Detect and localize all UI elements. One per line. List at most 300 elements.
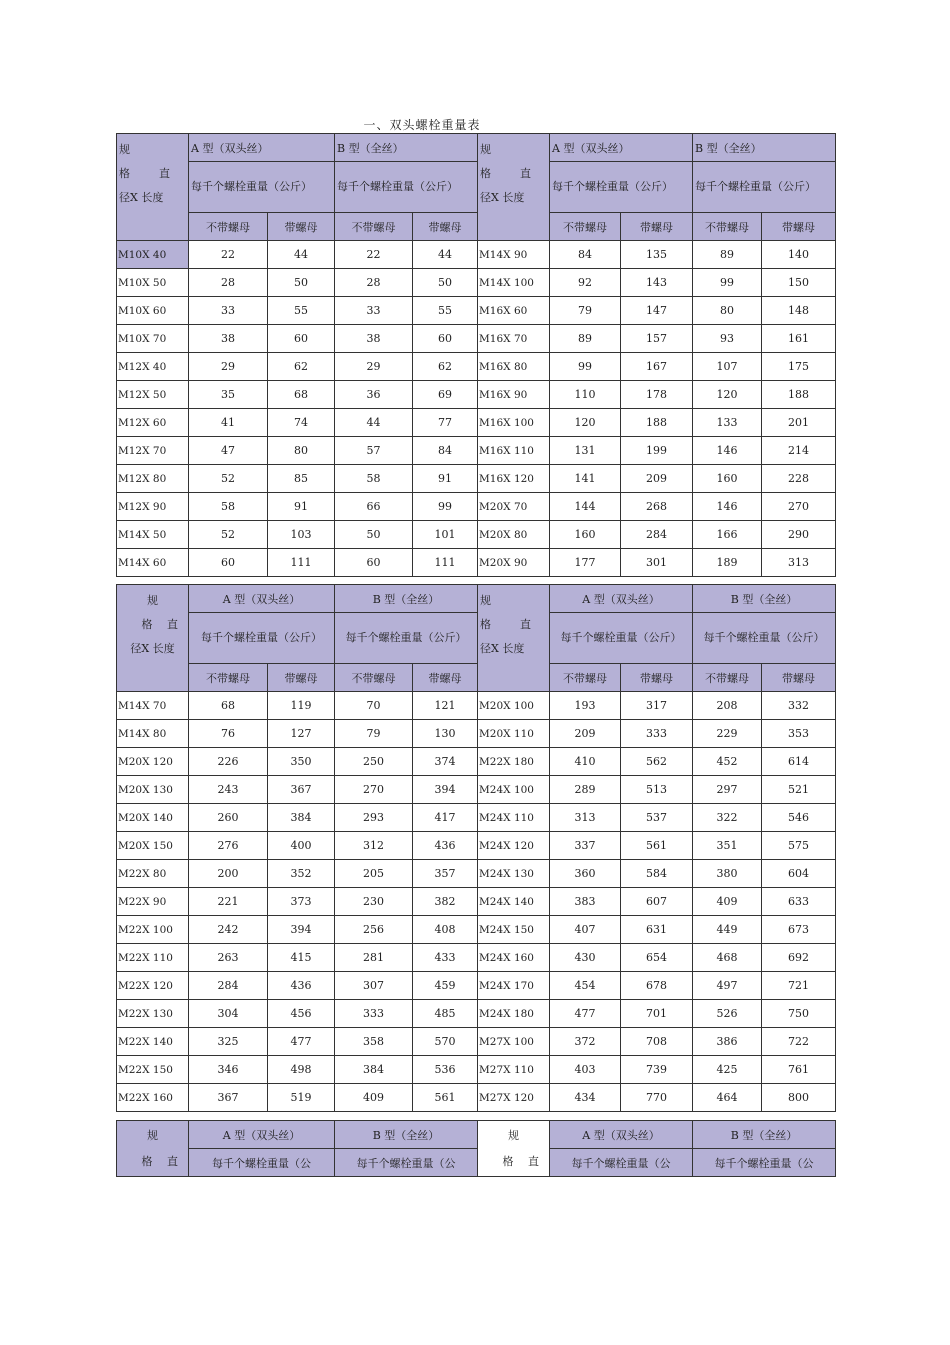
weight-cell: 449 <box>693 916 762 944</box>
weight-cell: 38 <box>335 325 413 353</box>
weight-cell: 384 <box>335 1056 413 1084</box>
weight-cell: 350 <box>268 748 335 776</box>
weight-cell: 28 <box>189 269 268 297</box>
weight-cell: 678 <box>621 972 693 1000</box>
weight-cell: 333 <box>335 1000 413 1028</box>
table-row <box>117 860 836 888</box>
weight-cell: 333 <box>621 720 693 748</box>
weight-cell: 55 <box>413 297 478 325</box>
weight-cell: 205 <box>335 860 413 888</box>
weight-cell: 200 <box>189 860 268 888</box>
weight-cell: 79 <box>550 297 621 325</box>
weight-cell: 307 <box>335 972 413 1000</box>
weight-cell: 89 <box>693 241 762 269</box>
table-row <box>117 916 836 944</box>
weight-cell: 464 <box>693 1084 762 1112</box>
spec-cell: M20X 90 <box>478 549 550 577</box>
weight-cell: 92 <box>550 269 621 297</box>
weight-cell: 52 <box>189 521 268 549</box>
spec-cell: M14X 60 <box>117 549 189 577</box>
weight-cell: 276 <box>189 832 268 860</box>
weight-cell: 800 <box>762 1084 836 1112</box>
weight-cell: 44 <box>268 241 335 269</box>
weight-cell: 372 <box>550 1028 621 1056</box>
weight-cell: 750 <box>762 1000 836 1028</box>
spec-cell: M24X 150 <box>478 916 550 944</box>
no-nut-header: 不带螺母 <box>693 213 762 241</box>
weight-cell: 394 <box>268 916 335 944</box>
weight-cell: 721 <box>762 972 836 1000</box>
weight-cell: 386 <box>693 1028 762 1056</box>
weight-cell: 415 <box>268 944 335 972</box>
spec-cell: M20X 100 <box>478 692 550 720</box>
weight-cell: 322 <box>693 804 762 832</box>
weight-cell: 189 <box>693 549 762 577</box>
weight-per-thousand-header: 每千个螺栓重量（公斤） <box>693 162 836 213</box>
weight-cell: 459 <box>413 972 478 1000</box>
spec-cell: M22X 150 <box>117 1056 189 1084</box>
weight-cell: 160 <box>693 465 762 493</box>
spec-cell: M14X 50 <box>117 521 189 549</box>
weight-cell: 150 <box>762 269 836 297</box>
table-row <box>117 832 836 860</box>
weight-cell: 33 <box>189 297 268 325</box>
weight-cell: 85 <box>268 465 335 493</box>
weight-cell: 242 <box>189 916 268 944</box>
weight-cell: 513 <box>621 776 693 804</box>
weight-cell: 519 <box>268 1084 335 1112</box>
weight-table-section-1 <box>116 133 836 577</box>
type-b-header: B 型（全丝） <box>693 1121 836 1149</box>
weight-cell: 177 <box>550 549 621 577</box>
weight-cell: 400 <box>268 832 335 860</box>
weight-cell: 497 <box>693 972 762 1000</box>
with-nut-header: 带螺母 <box>762 213 836 241</box>
table-row <box>117 1056 836 1084</box>
weight-cell: 430 <box>550 944 621 972</box>
weight-cell: 99 <box>550 353 621 381</box>
weight-cell: 157 <box>621 325 693 353</box>
weight-cell: 167 <box>621 353 693 381</box>
table-row <box>117 241 836 269</box>
weight-cell: 562 <box>621 748 693 776</box>
table-row <box>117 776 836 804</box>
spec-cell: M16X 80 <box>478 353 550 381</box>
weight-cell: 84 <box>413 437 478 465</box>
weight-cell: 60 <box>335 549 413 577</box>
weight-cell: 50 <box>413 269 478 297</box>
weight-cell: 485 <box>413 1000 478 1028</box>
weight-per-thousand-header: 每千个螺栓重量（公 <box>693 1149 836 1177</box>
weight-per-thousand-header: 每千个螺栓重量（公 <box>335 1149 478 1177</box>
no-nut-header: 不带螺母 <box>550 213 621 241</box>
no-nut-header: 不带螺母 <box>189 213 268 241</box>
weight-cell: 409 <box>693 888 762 916</box>
weight-cell: 546 <box>762 804 836 832</box>
no-nut-header: 不带螺母 <box>693 664 762 692</box>
weight-cell: 360 <box>550 860 621 888</box>
weight-cell: 166 <box>693 521 762 549</box>
table-row <box>117 353 836 381</box>
weight-cell: 76 <box>189 720 268 748</box>
weight-cell: 22 <box>335 241 413 269</box>
weight-cell: 107 <box>693 353 762 381</box>
weight-cell: 229 <box>693 720 762 748</box>
weight-cell: 141 <box>550 465 621 493</box>
weight-cell: 352 <box>268 860 335 888</box>
weight-cell: 91 <box>268 493 335 521</box>
type-b-header: B 型（全丝） <box>335 1121 478 1149</box>
weight-cell: 127 <box>268 720 335 748</box>
weight-cell: 409 <box>335 1084 413 1112</box>
weight-cell: 120 <box>550 409 621 437</box>
table-row <box>117 1000 836 1028</box>
weight-cell: 454 <box>550 972 621 1000</box>
weight-per-thousand-header: 每千个螺栓重量（公斤） <box>335 162 478 213</box>
weight-cell: 353 <box>762 720 836 748</box>
spec-cell: M10X 70 <box>117 325 189 353</box>
spec-cell: M16X 110 <box>478 437 550 465</box>
spec-column-header: 规 格 直 <box>117 1121 189 1177</box>
weight-cell: 537 <box>621 804 693 832</box>
type-b-header: B 型（全丝） <box>335 134 478 162</box>
weight-cell: 317 <box>621 692 693 720</box>
weight-cell: 357 <box>413 860 478 888</box>
spec-cell: M20X 110 <box>478 720 550 748</box>
spec-cell: M22X 100 <box>117 916 189 944</box>
weight-cell: 304 <box>189 1000 268 1028</box>
weight-cell: 436 <box>268 972 335 1000</box>
with-nut-header: 带螺母 <box>762 664 836 692</box>
weight-cell: 332 <box>762 692 836 720</box>
no-nut-header: 不带螺母 <box>335 664 413 692</box>
spec-cell: M12X 90 <box>117 493 189 521</box>
spec-cell: M22X 160 <box>117 1084 189 1112</box>
table-row <box>117 493 836 521</box>
spec-cell: M22X 130 <box>117 1000 189 1028</box>
weight-cell: 290 <box>762 521 836 549</box>
weight-cell: 452 <box>693 748 762 776</box>
weight-cell: 99 <box>693 269 762 297</box>
table-row <box>117 972 836 1000</box>
weight-cell: 297 <box>693 776 762 804</box>
spec-cell: M27X 100 <box>478 1028 550 1056</box>
weight-cell: 739 <box>621 1056 693 1084</box>
weight-cell: 358 <box>335 1028 413 1056</box>
weight-cell: 35 <box>189 381 268 409</box>
type-a-header: A 型（双头丝） <box>550 134 693 162</box>
weight-cell: 367 <box>268 776 335 804</box>
spec-cell: M14X 70 <box>117 692 189 720</box>
spec-cell: M22X 110 <box>117 944 189 972</box>
table-row <box>117 465 836 493</box>
weight-cell: 243 <box>189 776 268 804</box>
weight-cell: 526 <box>693 1000 762 1028</box>
weight-cell: 62 <box>268 353 335 381</box>
weight-cell: 312 <box>335 832 413 860</box>
table-row <box>117 1084 836 1112</box>
spec-cell: M14X 100 <box>478 269 550 297</box>
table-row <box>117 325 836 353</box>
weight-cell: 74 <box>268 409 335 437</box>
table-row <box>117 269 836 297</box>
weight-cell: 498 <box>268 1056 335 1084</box>
spec-cell: M22X 120 <box>117 972 189 1000</box>
spec-cell: M16X 100 <box>478 409 550 437</box>
weight-cell: 44 <box>413 241 478 269</box>
table-row <box>117 944 836 972</box>
spec-column-header: 规 格 直 径X 长度 <box>478 134 550 241</box>
spec-cell: M22X 140 <box>117 1028 189 1056</box>
weight-cell: 692 <box>762 944 836 972</box>
spec-cell: M24X 180 <box>478 1000 550 1028</box>
weight-cell: 68 <box>189 692 268 720</box>
weight-cell: 148 <box>762 297 836 325</box>
type-b-header: B 型（全丝） <box>693 134 836 162</box>
table-row <box>117 409 836 437</box>
weight-cell: 230 <box>335 888 413 916</box>
spec-cell: M10X 60 <box>117 297 189 325</box>
weight-cell: 221 <box>189 888 268 916</box>
weight-cell: 281 <box>335 944 413 972</box>
weight-cell: 140 <box>762 241 836 269</box>
weight-cell: 367 <box>189 1084 268 1112</box>
weight-cell: 55 <box>268 297 335 325</box>
weight-cell: 144 <box>550 493 621 521</box>
weight-cell: 289 <box>550 776 621 804</box>
weight-cell: 131 <box>550 437 621 465</box>
weight-cell: 193 <box>550 692 621 720</box>
weight-cell: 201 <box>762 409 836 437</box>
weight-cell: 313 <box>762 549 836 577</box>
spec-cell: M20X 80 <box>478 521 550 549</box>
weight-cell: 373 <box>268 888 335 916</box>
weight-cell: 29 <box>189 353 268 381</box>
weight-cell: 208 <box>693 692 762 720</box>
weight-cell: 178 <box>621 381 693 409</box>
weight-per-thousand-header: 每千个螺栓重量（公斤） <box>189 162 335 213</box>
weight-cell: 199 <box>621 437 693 465</box>
type-b-header: B 型（全丝） <box>693 585 836 613</box>
spec-cell: M20X 150 <box>117 832 189 860</box>
weight-cell: 52 <box>189 465 268 493</box>
type-a-header: A 型（双头丝） <box>550 1121 693 1149</box>
weight-cell: 456 <box>268 1000 335 1028</box>
spec-cell: M24X 170 <box>478 972 550 1000</box>
weight-cell: 722 <box>762 1028 836 1056</box>
weight-cell: 133 <box>693 409 762 437</box>
spec-cell: M24X 160 <box>478 944 550 972</box>
weight-cell: 417 <box>413 804 478 832</box>
weight-cell: 410 <box>550 748 621 776</box>
with-nut-header: 带螺母 <box>621 664 693 692</box>
weight-cell: 250 <box>335 748 413 776</box>
table-row <box>117 888 836 916</box>
weight-cell: 380 <box>693 860 762 888</box>
weight-cell: 209 <box>621 465 693 493</box>
weight-cell: 69 <box>413 381 478 409</box>
no-nut-header: 不带螺母 <box>335 213 413 241</box>
weight-cell: 604 <box>762 860 836 888</box>
no-nut-header: 不带螺母 <box>550 664 621 692</box>
spec-cell: M12X 40 <box>117 353 189 381</box>
table-row <box>117 437 836 465</box>
weight-cell: 57 <box>335 437 413 465</box>
weight-table-section-3 <box>116 1120 836 1177</box>
spec-cell: M20X 140 <box>117 804 189 832</box>
table-row <box>117 297 836 325</box>
weight-cell: 673 <box>762 916 836 944</box>
weight-cell: 301 <box>621 549 693 577</box>
weight-cell: 160 <box>550 521 621 549</box>
weight-cell: 175 <box>762 353 836 381</box>
weight-cell: 383 <box>550 888 621 916</box>
spec-cell: M10X 40 <box>117 241 189 269</box>
spec-column-header: 规 格 直 <box>478 1121 550 1177</box>
weight-cell: 228 <box>762 465 836 493</box>
weight-cell: 143 <box>621 269 693 297</box>
weight-cell: 101 <box>413 521 478 549</box>
weight-cell: 103 <box>268 521 335 549</box>
weight-cell: 79 <box>335 720 413 748</box>
weight-cell: 337 <box>550 832 621 860</box>
weight-cell: 41 <box>189 409 268 437</box>
weight-cell: 403 <box>550 1056 621 1084</box>
spec-cell: M24X 110 <box>478 804 550 832</box>
weight-cell: 284 <box>189 972 268 1000</box>
weight-cell: 521 <box>762 776 836 804</box>
weight-cell: 425 <box>693 1056 762 1084</box>
weight-cell: 631 <box>621 916 693 944</box>
weight-cell: 38 <box>189 325 268 353</box>
weight-cell: 60 <box>413 325 478 353</box>
weight-cell: 36 <box>335 381 413 409</box>
weight-cell: 761 <box>762 1056 836 1084</box>
spec-cell: M22X 180 <box>478 748 550 776</box>
spec-cell: M24X 130 <box>478 860 550 888</box>
weight-cell: 120 <box>693 381 762 409</box>
weight-cell: 575 <box>762 832 836 860</box>
weight-cell: 284 <box>621 521 693 549</box>
weight-per-thousand-header: 每千个螺栓重量（公斤） <box>550 613 693 664</box>
type-a-header: A 型（双头丝） <box>550 585 693 613</box>
spec-cell: M16X 120 <box>478 465 550 493</box>
weight-cell: 50 <box>268 269 335 297</box>
weight-cell: 47 <box>189 437 268 465</box>
type-a-header: A 型（双头丝） <box>189 585 335 613</box>
weight-cell: 80 <box>693 297 762 325</box>
weight-cell: 433 <box>413 944 478 972</box>
spec-cell: M27X 110 <box>478 1056 550 1084</box>
weight-cell: 70 <box>335 692 413 720</box>
weight-cell: 270 <box>335 776 413 804</box>
table-row <box>117 381 836 409</box>
weight-cell: 58 <box>189 493 268 521</box>
weight-cell: 66 <box>335 493 413 521</box>
weight-cell: 268 <box>621 493 693 521</box>
weight-cell: 561 <box>413 1084 478 1112</box>
weight-cell: 209 <box>550 720 621 748</box>
weight-per-thousand-header: 每千个螺栓重量（公斤） <box>693 613 836 664</box>
spec-cell: M20X 70 <box>478 493 550 521</box>
table-row <box>117 748 836 776</box>
weight-cell: 68 <box>268 381 335 409</box>
spec-cell: M24X 140 <box>478 888 550 916</box>
spec-cell: M12X 80 <box>117 465 189 493</box>
weight-cell: 313 <box>550 804 621 832</box>
spec-cell: M10X 50 <box>117 269 189 297</box>
weight-cell: 374 <box>413 748 478 776</box>
weight-cell: 121 <box>413 692 478 720</box>
weight-cell: 135 <box>621 241 693 269</box>
weight-cell: 394 <box>413 776 478 804</box>
with-nut-header: 带螺母 <box>268 664 335 692</box>
weight-cell: 408 <box>413 916 478 944</box>
weight-cell: 214 <box>762 437 836 465</box>
weight-cell: 346 <box>189 1056 268 1084</box>
weight-cell: 477 <box>268 1028 335 1056</box>
spec-cell: M16X 70 <box>478 325 550 353</box>
with-nut-header: 带螺母 <box>413 664 478 692</box>
weight-cell: 654 <box>621 944 693 972</box>
spec-cell: M16X 60 <box>478 297 550 325</box>
weight-cell: 351 <box>693 832 762 860</box>
weight-cell: 111 <box>268 549 335 577</box>
weight-cell: 584 <box>621 860 693 888</box>
spec-cell: M14X 90 <box>478 241 550 269</box>
type-a-header: A 型（双头丝） <box>189 1121 335 1149</box>
weight-cell: 436 <box>413 832 478 860</box>
weight-cell: 146 <box>693 437 762 465</box>
weight-cell: 80 <box>268 437 335 465</box>
table-row <box>117 720 836 748</box>
table-row <box>117 521 836 549</box>
weight-cell: 89 <box>550 325 621 353</box>
no-nut-header: 不带螺母 <box>189 664 268 692</box>
weight-cell: 477 <box>550 1000 621 1028</box>
weight-cell: 93 <box>693 325 762 353</box>
weight-cell: 119 <box>268 692 335 720</box>
spec-column-header: 规 格 直 径X 长度 <box>478 585 550 692</box>
weight-cell: 382 <box>413 888 478 916</box>
weight-cell: 407 <box>550 916 621 944</box>
weight-cell: 130 <box>413 720 478 748</box>
weight-cell: 607 <box>621 888 693 916</box>
weight-cell: 260 <box>189 804 268 832</box>
table-row <box>117 692 836 720</box>
weight-cell: 110 <box>550 381 621 409</box>
weight-cell: 384 <box>268 804 335 832</box>
type-a-header: A 型（双头丝） <box>189 134 335 162</box>
weight-cell: 570 <box>413 1028 478 1056</box>
weight-cell: 325 <box>189 1028 268 1056</box>
page-title: 一、双头螺栓重量表 <box>363 118 481 132</box>
weight-cell: 22 <box>189 241 268 269</box>
weight-cell: 50 <box>335 521 413 549</box>
spec-cell: M16X 90 <box>478 381 550 409</box>
weight-cell: 111 <box>413 549 478 577</box>
type-b-header: B 型（全丝） <box>335 585 478 613</box>
weight-per-thousand-header: 每千个螺栓重量（公斤） <box>550 162 693 213</box>
weight-cell: 60 <box>268 325 335 353</box>
weight-cell: 44 <box>335 409 413 437</box>
weight-cell: 147 <box>621 297 693 325</box>
weight-cell: 28 <box>335 269 413 297</box>
weight-cell: 633 <box>762 888 836 916</box>
weight-cell: 99 <box>413 493 478 521</box>
weight-cell: 468 <box>693 944 762 972</box>
with-nut-header: 带螺母 <box>413 213 478 241</box>
